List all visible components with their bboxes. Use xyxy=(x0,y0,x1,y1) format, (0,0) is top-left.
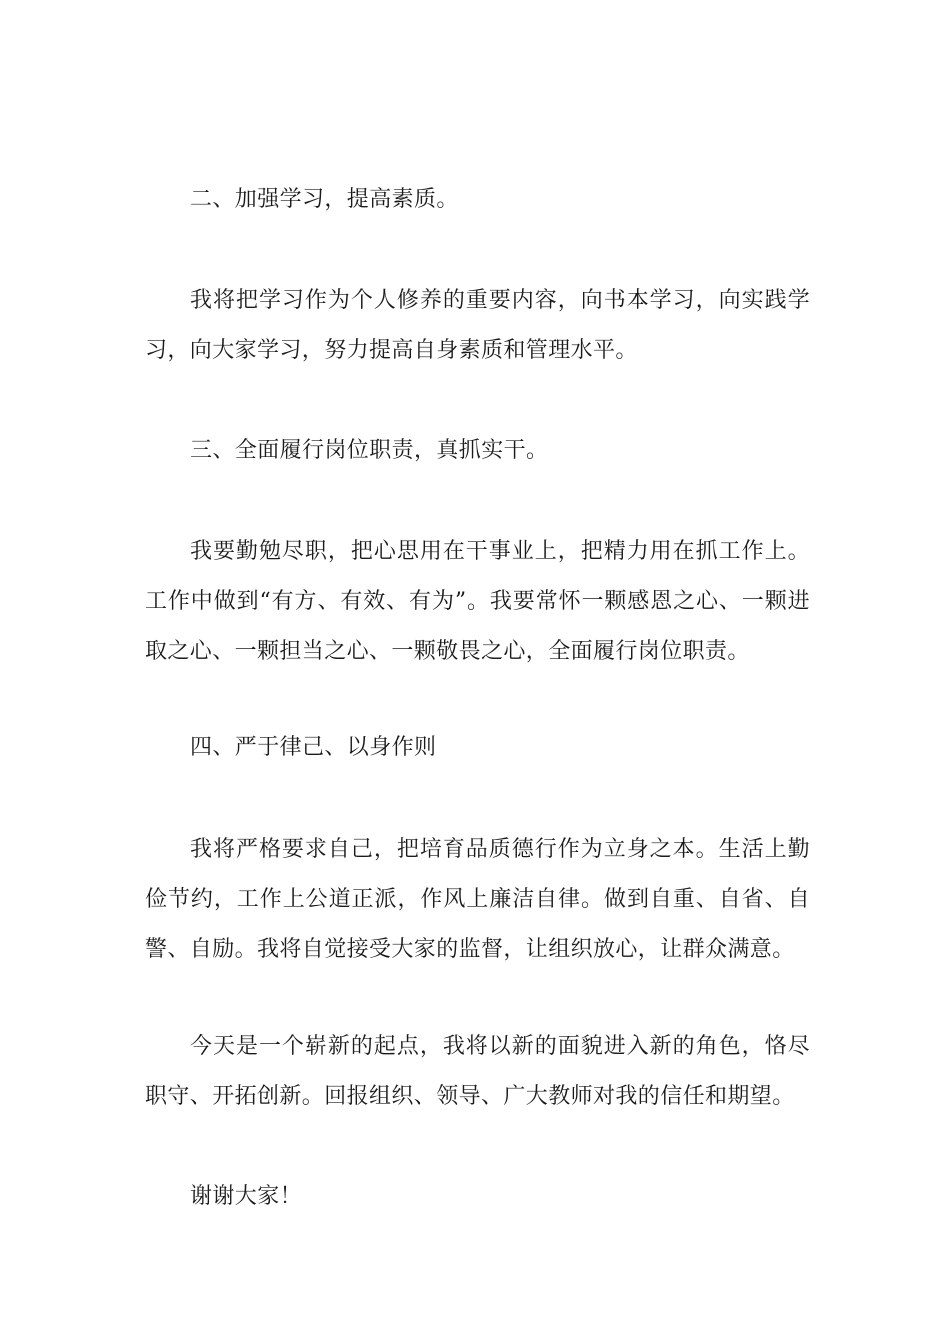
paragraph-study: 我将把学习作为个人修养的重要内容，向书本学习，向实践学习，向大家学习，努力提高自身素质和管理水平。 xyxy=(145,288,810,363)
heading-two: 二、加强学习，提高素质。 xyxy=(190,187,459,212)
heading-three: 三、全面履行岗位职责，真抓实干。 xyxy=(190,438,549,463)
paragraph-new-start: 今天是一个崭新的起点，我将以新的面貌进入新的角色，恪尽职守、开拓创新。回报组织、领导、广大教师对我的信任和期望。 xyxy=(145,1034,810,1109)
paragraph-duty: 我要勤勉尽职，把心思用在干事业上，把精力用在抓工作上。工作中做到“有方、有效、有为”。我要常怀一颗感恩之心、一颗进取之心、一颗担当之心、一颗敬畏之心，全面履行岗位职责。 xyxy=(145,539,810,664)
paragraph-discipline: 我将严格要求自己，把培育品质德行作为立身之本。生活上勤俭节约，工作上公道正派，作风上廉洁自律。做到自重、自省、自警、自励。我将自觉接受大家的监督，让组织放心，让群众满意。 xyxy=(145,837,810,962)
closing-thanks: 谢谢大家！ xyxy=(190,1184,303,1209)
heading-four: 四、严于律己、以身作则 xyxy=(190,735,437,760)
